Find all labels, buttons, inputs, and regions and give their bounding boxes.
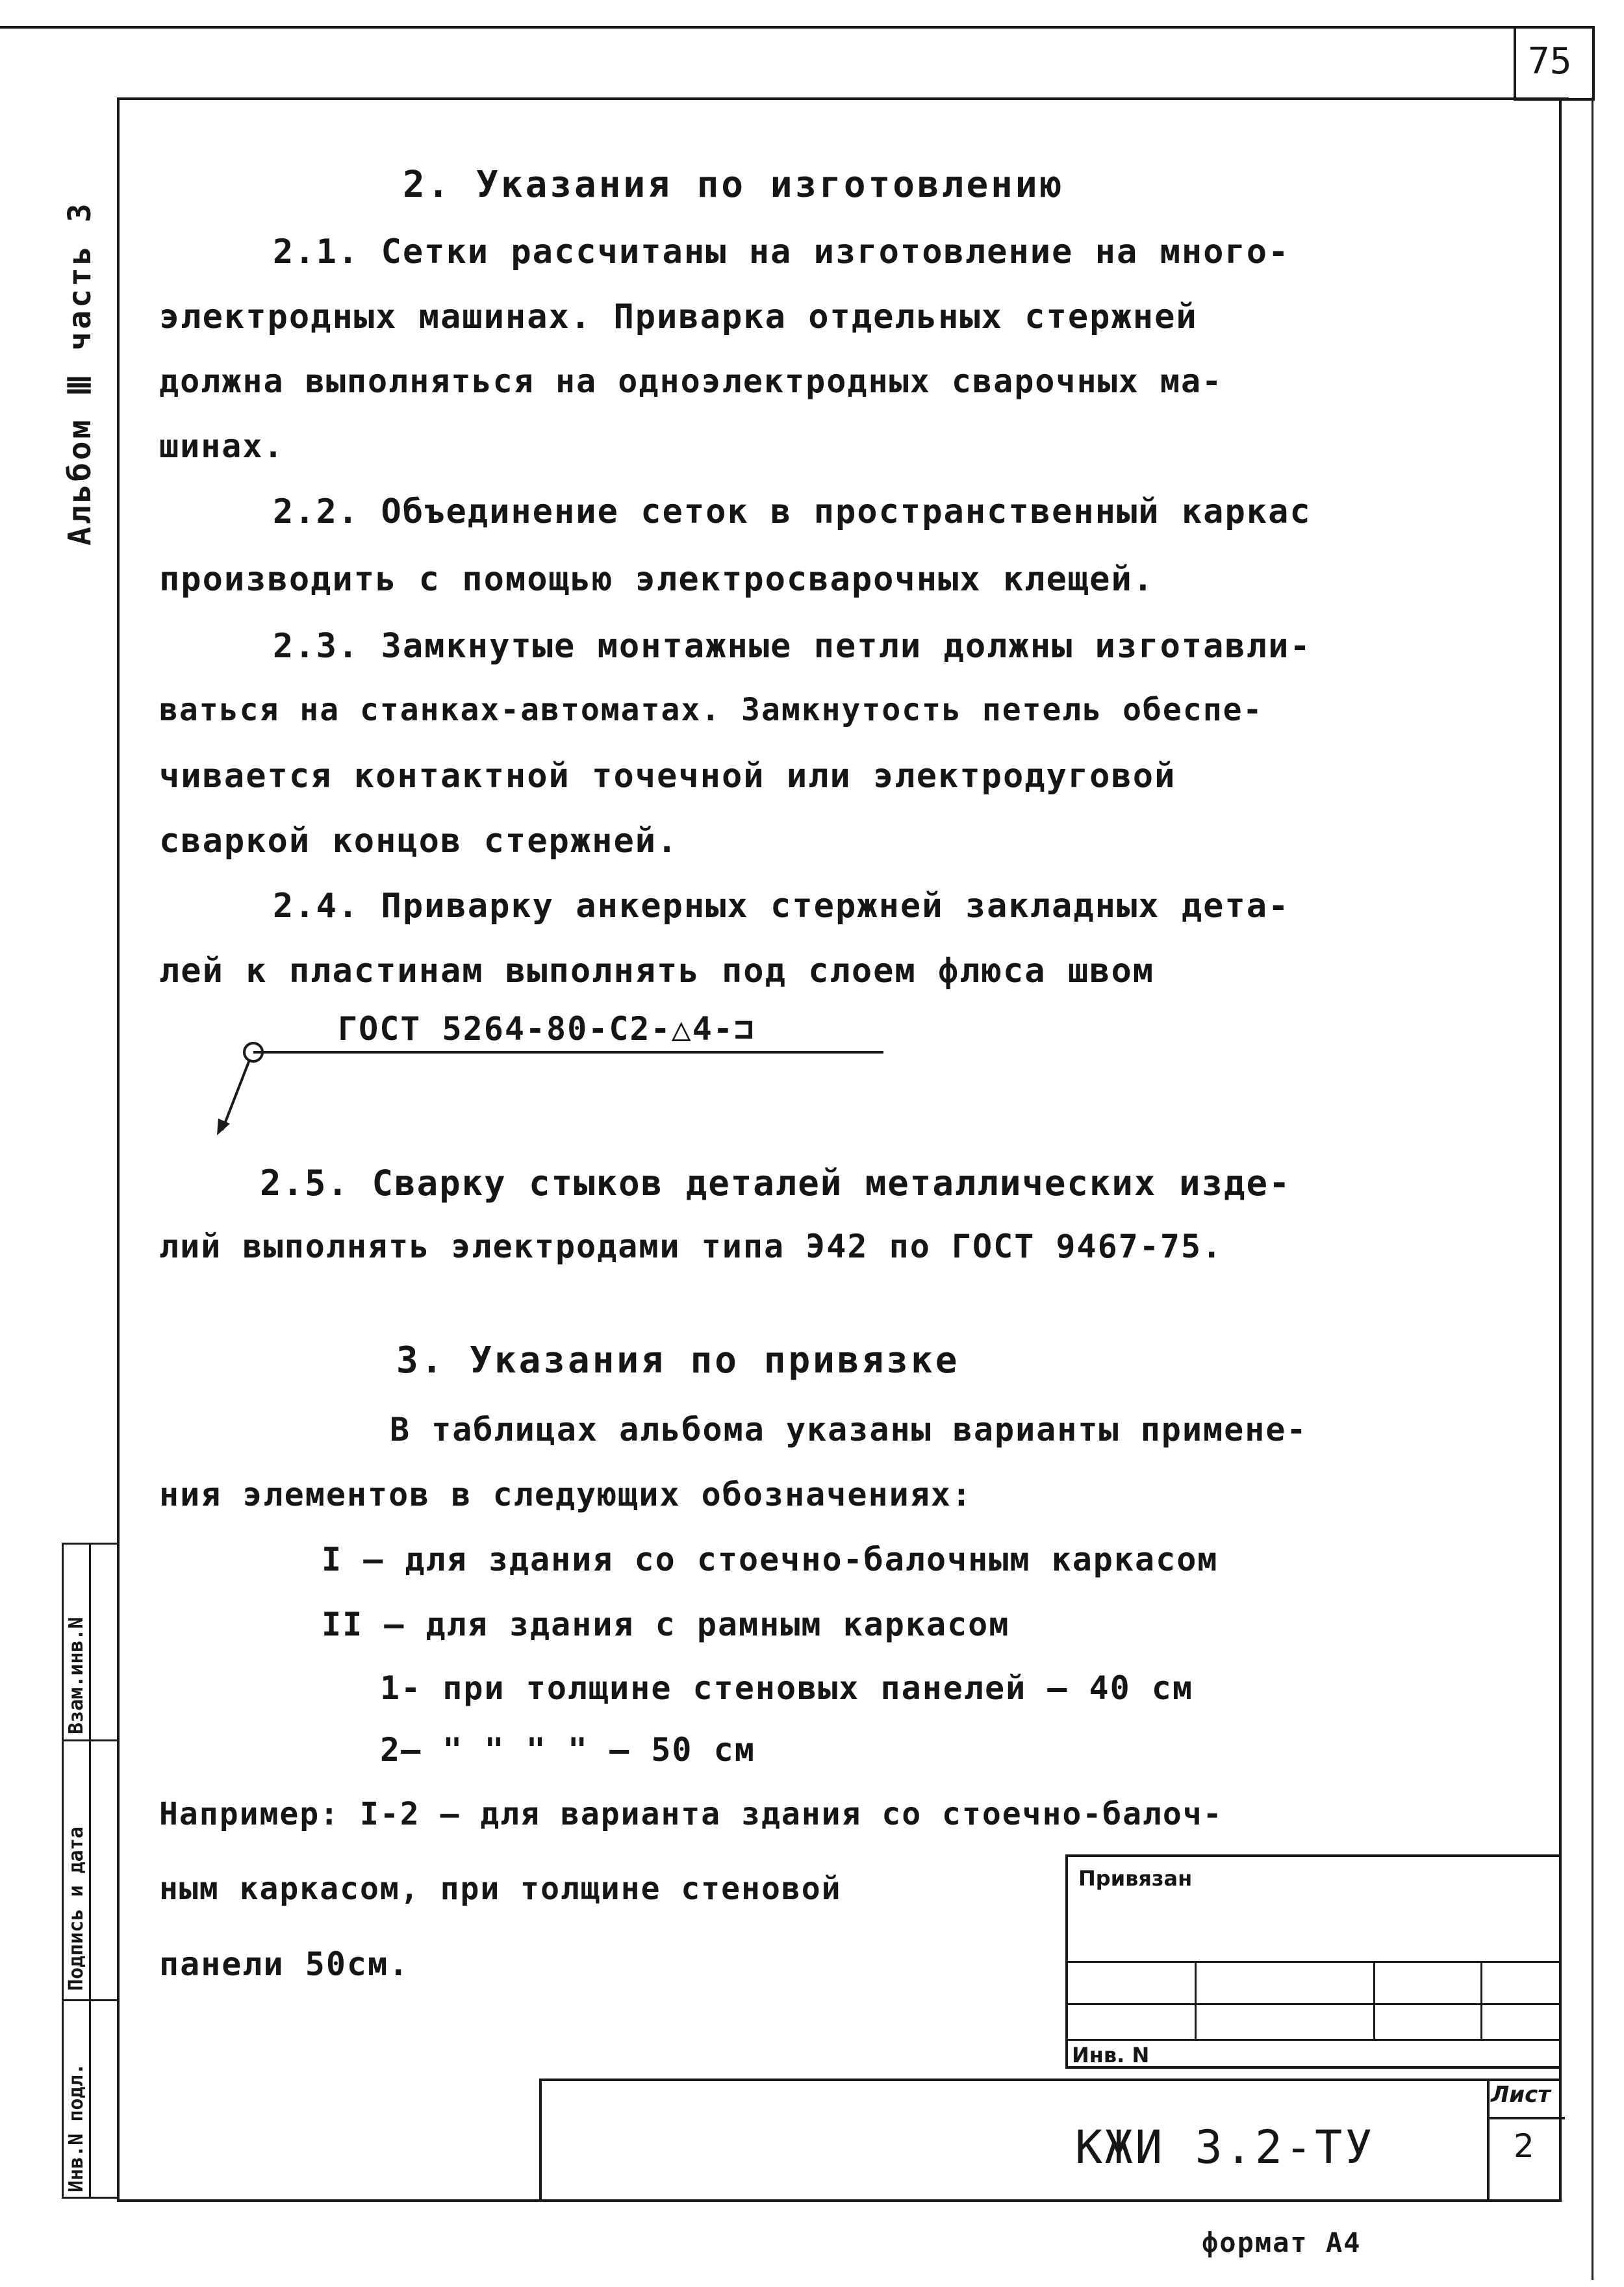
section3-line: панели 50см. bbox=[159, 1945, 410, 1983]
frame-right bbox=[1559, 97, 1562, 2202]
section2-heading: 2. Указания по изготовлению bbox=[403, 164, 1065, 206]
section2-line: электродных машинах. Приварка отдельных стержней bbox=[159, 297, 1198, 336]
section2-line: 2.2. Объединение сеток в пространственный каркас bbox=[273, 492, 1312, 531]
main-title-block bbox=[539, 2079, 1559, 2202]
section2-line: лий выполнять электродами типа Э42 по ГОСТ 9467-75. bbox=[159, 1228, 1223, 1265]
inv-n-label: Инв. N bbox=[1072, 2043, 1150, 2067]
section2-line: чивается контактной точечной или электродуговой bbox=[159, 757, 1176, 796]
section2-line: 2.1. Сетки рассчитаны на изготовление на много- bbox=[273, 233, 1290, 272]
weld-leader-icon bbox=[208, 1033, 890, 1137]
section2-line: сваркой концов стержней. bbox=[159, 822, 679, 861]
section2-line: 2.3. Замкнутые монтажные петли должны изготавли- bbox=[273, 627, 1312, 666]
section2-line: производить с помощью электросварочных клещей. bbox=[159, 560, 1155, 599]
section3-line: I — для здания со стоечно-балочным каркасом bbox=[322, 1541, 1219, 1578]
frame-top bbox=[117, 97, 1569, 100]
section3-line: Например: I-2 — для варианта здания со стоечно-балоч- bbox=[159, 1796, 1223, 1832]
section2-line: лей к пластинам выполнять под слоем флюса швом bbox=[159, 952, 1155, 991]
document-code: КЖИ 3.2-ТУ bbox=[1075, 2121, 1375, 2174]
list-label: Лист bbox=[1491, 2082, 1551, 2108]
section3-line: II — для здания с рамным каркасом bbox=[322, 1606, 1010, 1643]
stamp-vzam-inv: Взам.инв.N bbox=[65, 1617, 88, 1734]
stamp-podpis-data: Подпись и дата bbox=[65, 1826, 88, 1991]
outer-right-line bbox=[1592, 97, 1593, 2280]
stamp-inv-podl: Инв.N подл. bbox=[65, 2063, 88, 2192]
section3-line: В таблицах альбома указаны варианты примене- bbox=[390, 1411, 1308, 1448]
side-label: Альбом Ⅲ часть 3 bbox=[62, 201, 98, 546]
sheet-number: 2 bbox=[1514, 2127, 1534, 2165]
section3-line: ным каркасом, при толщине стеновой bbox=[159, 1871, 842, 1907]
section2-line: 2.5. Сварку стыков деталей металлических изде- bbox=[260, 1163, 1291, 1204]
section2-line: ваться на станках-автоматах. Замкнутость петель обеспе- bbox=[159, 692, 1263, 728]
page-number-box bbox=[1514, 26, 1595, 101]
top-border-line bbox=[0, 26, 1595, 29]
frame-left bbox=[117, 97, 120, 2202]
section2-line: 2.4. Приварку анкерных стержней закладных дета- bbox=[273, 887, 1290, 926]
weld-symbol-text: ГОСТ 5264-80-С2-△4-⊐ bbox=[338, 1010, 755, 1048]
section2-line: шинах. bbox=[159, 427, 285, 465]
privyazan-label: Привязан bbox=[1078, 1866, 1193, 1891]
section3-heading: 3. Указания по привязке bbox=[396, 1339, 960, 1382]
page-number: 75 bbox=[1528, 40, 1572, 82]
section3-line: 1- при толщине стеновых панелей — 40 см bbox=[380, 1669, 1193, 1707]
format-label: формат А4 bbox=[1202, 2227, 1362, 2258]
section3-line: 2— " " " " — 50 см bbox=[380, 1731, 755, 1769]
section3-line: ния элементов в следующих обозначениях: bbox=[159, 1476, 972, 1513]
section2-line: должна выполняться на одноэлектродных сварочных ма- bbox=[159, 362, 1223, 400]
